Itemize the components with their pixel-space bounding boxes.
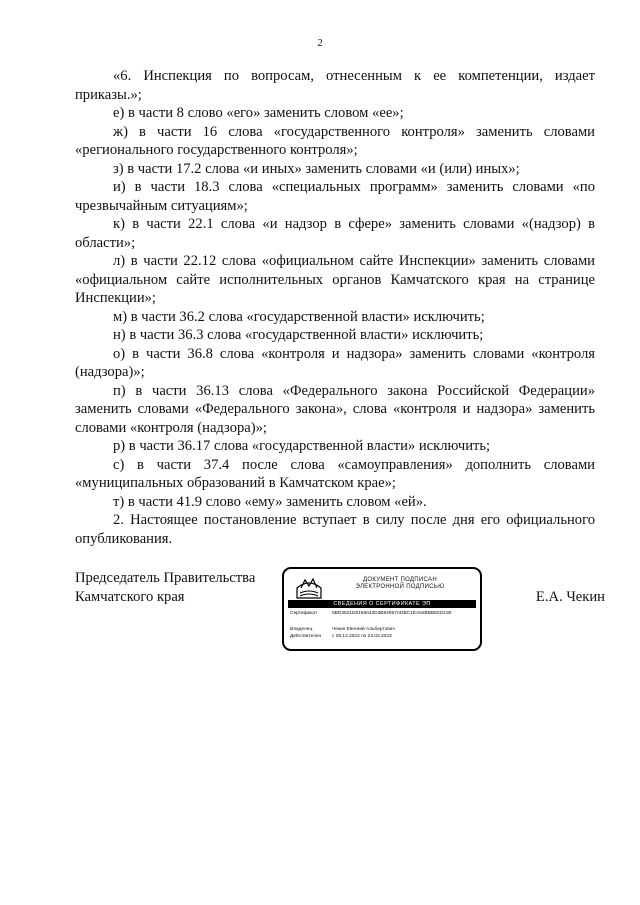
- signer-name: Е.А. Чекин: [535, 589, 605, 605]
- stamp-certificate-label: Сертификат: [290, 611, 318, 616]
- stamp-heading-line1: ДОКУМЕНТ ПОДПИСАН: [363, 577, 437, 583]
- stamp-certificate-value: 5BD3621D5166043D3B84957ADBC1EA52BBB82D21B: [332, 611, 452, 616]
- stamp-owner-value: Чекин Евгений Альбертович: [332, 627, 395, 632]
- paragraph-item: о) в части 36.8 слова «контроля и надзора» заменить словами «контроля (надзора)»;: [75, 345, 595, 380]
- stamp-validity-label: Действителен: [290, 634, 322, 639]
- stamp-owner-label: Владелец: [290, 627, 313, 632]
- signer-title: [75, 569, 255, 606]
- signer-title-line1: Председатель Правительства: [75, 570, 256, 586]
- paragraph-item: с) в части 37.4 после слова «самоуправления» дополнить словами «муниципальных образований в Камчатском крае»;: [75, 456, 595, 491]
- paragraph-item: н) в части 36.3 слова «государственной власти» исключить;: [113, 327, 484, 343]
- page-number: 2: [317, 37, 323, 49]
- paragraph-item: л) в части 22.12 слова «официальном сайте Инспекции» заменить словами «официальном сайте исполнительных органов Камчатского края на странице Инспекции»;: [75, 253, 595, 306]
- paragraph-item: к) в части 22.1 слова «и надзор в сфере» заменить словами «(надзор) в области»;: [75, 216, 595, 251]
- paragraph-item: з) в части 17.2 слова «и иных» заменить словами «и (или) иных»;: [113, 160, 520, 177]
- paragraph-item: и) в части 18.3 слова «специальных программ» заменить словами «по чрезвычайным ситуациям»;: [75, 179, 595, 214]
- paragraph-item: п) в части 36.13 слова «Федерального закона Российской Федерации» заменить словами «Федерального закона», слова «контроля и надзора» заменить словами «контроля (надзора)»;: [75, 382, 595, 436]
- paragraph-item: т) в части 41.9 слово «ему» заменить словом «ей».: [113, 493, 427, 510]
- coat-of-arms-icon: [294, 574, 324, 600]
- electronic-signature-stamp: [282, 567, 482, 651]
- paragraph-item: е) в части 8 слово «его» заменить словом «ее»;: [113, 105, 404, 121]
- paragraph-item: 2. Настоящее постановление вступает в силу после дня его официального опубликования.: [75, 512, 595, 547]
- stamp-info-bar: СВЕДЕНИЯ О СЕРТИФИКАТЕ ЭП: [288, 600, 476, 608]
- paragraph-item: ж) в части 16 слова «государственного контроля» заменить словами «регионального государственного контроля»;: [75, 123, 595, 158]
- stamp-heading: [330, 577, 470, 591]
- document-body: [75, 67, 595, 548]
- signer-title-line2: Камчатского края: [75, 588, 185, 605]
- signature-block: [75, 569, 605, 659]
- paragraph-item: р) в части 36.17 слова «государственной власти» исключить;: [113, 438, 491, 454]
- paragraph-item: м) в части 36.2 слова «государственной власти» исключить;: [113, 308, 485, 325]
- stamp-heading-line2: ЭЛЕКТРОННОЙ ПОДПИСЬЮ: [355, 584, 445, 590]
- stamp-validity-value: с 29.12.2022 по 23.03.2023: [332, 634, 392, 639]
- paragraph-item: «6. Инспекция по вопросам, отнесенным к ее компетенции, издает приказы.»;: [75, 68, 595, 103]
